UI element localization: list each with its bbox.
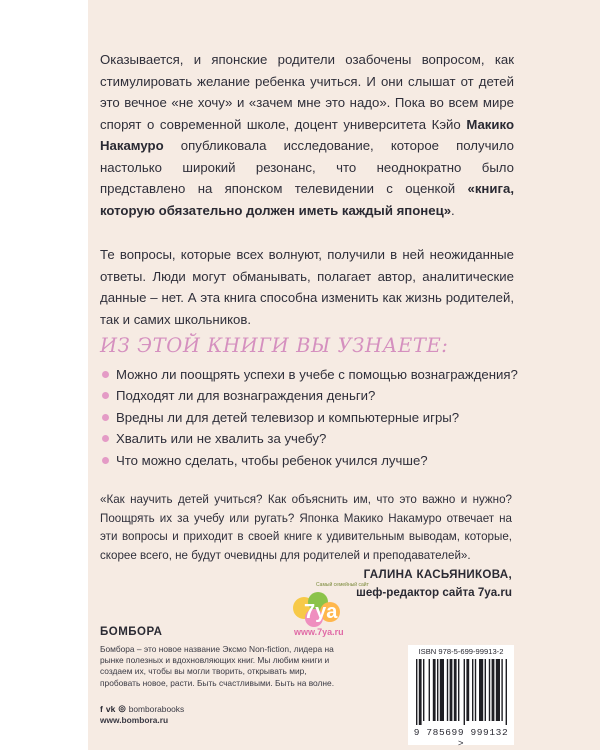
list-item: Можно ли поощрять успехи в учебе с помощью вознаграждения? <box>100 364 520 385</box>
barcode-bar <box>464 659 465 725</box>
isbn-text: ISBN 978-5-699-99913-2 <box>418 647 504 656</box>
logo-tagline: Самый семейный сайт <box>316 582 369 588</box>
intro-paragraph-1: Оказывается, и японские родители озабочены вопросом, как стимулировать желание ребенка учиться. И они слышат от детей это вечное «не хочу» и «зачем мне это надо». Пока во всем мире спорят о современной школе, доцент университета Кэйо Макико Накамуро опубликовала исследование, которое получило настолько широкий резонанс, что неоднократно было представлено на японском телевидении с оценкой «книга, которую обязательно должен иметь каждый японец». <box>100 52 514 218</box>
vk-icon[interactable]: vk <box>105 703 116 714</box>
barcode-bar <box>475 659 476 721</box>
7ya-url[interactable]: www.7ya.ru <box>294 627 344 637</box>
review-author <box>330 566 512 602</box>
review-quote: «Как научить детей учиться? Как объяснить им, что это важно и нужно? Поощрять их за учебу или ругать? Японка Макико Накамуро отвечает на эти вопросы и приходит в своей книге к удивительным выводам, которые, скорее всего, не будут очевидны для родителей и преподавателей». <box>100 493 512 562</box>
barcode-bar <box>433 659 436 721</box>
barcode-bar <box>458 659 459 721</box>
quote-highlight: «книга, которую обязательно должен иметь каждый японец» <box>100 181 514 218</box>
social-links <box>100 703 184 714</box>
barcode-block <box>408 645 514 749</box>
bullet-dot-icon <box>102 457 109 464</box>
barcode-digits: 9 785699 999132 > <box>413 727 509 749</box>
social-handle: bomborabooks <box>128 703 185 714</box>
logo-text: 7ya <box>304 601 338 623</box>
barcode-bar <box>450 659 453 721</box>
learn-list <box>100 364 520 471</box>
bullet-dot-icon <box>102 435 109 442</box>
barcode-bar <box>492 659 495 721</box>
author-name: Макико Накамуро <box>100 116 514 153</box>
intro-text <box>100 49 514 330</box>
review-author-role: шеф-редактор сайта 7ya.ru <box>356 586 512 599</box>
list-item: Хвалить или не хвалить за учебу? <box>100 428 520 449</box>
publisher-description: Бомбора – это новое название Эксмо Non-fiction, лидера на рынке полезных и вдохновляющих книг. Мы любим книги и создаем их, чтобы вы могли творить, открывать мир, пробовать новое, расти. Быть счастливыми. Быть на волне. <box>100 644 335 688</box>
barcode-bar <box>423 659 424 721</box>
learn-section-title: ИЗ ЭТОЙ КНИГИ ВЫ УЗНАЕТЕ: <box>100 334 449 357</box>
list-item: Что можно сделать, чтобы ребенок учился лучше? <box>100 450 520 471</box>
barcode-bar <box>466 659 469 721</box>
barcode-bar <box>496 659 500 721</box>
list-item: Вредны ли для детей телевизор и компьютерные игры? <box>100 407 520 428</box>
publisher-name: БОМБОРА <box>100 626 163 638</box>
barcode-bar <box>416 659 417 725</box>
bullet-dot-icon <box>102 371 109 378</box>
barcode-bar <box>489 659 490 721</box>
barcode-icon <box>414 659 508 725</box>
barcode-bar <box>479 659 483 721</box>
list-item: Подходят ли для вознаграждения деньги? <box>100 385 520 406</box>
barcode-bar <box>506 659 507 725</box>
publisher-site[interactable]: www.bombora.ru <box>100 715 169 725</box>
barcode-bar <box>437 659 438 721</box>
intro-paragraph-2: Те вопросы, которые всех волнуют, получили в ней неожиданные ответы. Люди могут обманывать, полагает автор, аналитические данные – нет. А эта книга способна изменить как жизнь родителей, так и самих школьников. <box>100 247 514 327</box>
barcode-bar <box>472 659 473 721</box>
barcode-bar <box>485 659 486 721</box>
facebook-icon[interactable]: f <box>100 703 103 714</box>
barcode-bar <box>501 659 502 721</box>
barcode-bar <box>454 659 457 721</box>
bullet-dot-icon <box>102 392 109 399</box>
bullet-dot-icon <box>102 414 109 421</box>
barcode-bar <box>429 659 430 721</box>
barcode-bar <box>447 659 448 721</box>
barcode-bar <box>440 659 444 721</box>
instagram-icon[interactable]: ◎ <box>118 703 126 713</box>
barcode-bar <box>419 659 422 725</box>
review-author-name: ГАЛИНА КАСЬЯНИКОВА, <box>363 568 512 581</box>
